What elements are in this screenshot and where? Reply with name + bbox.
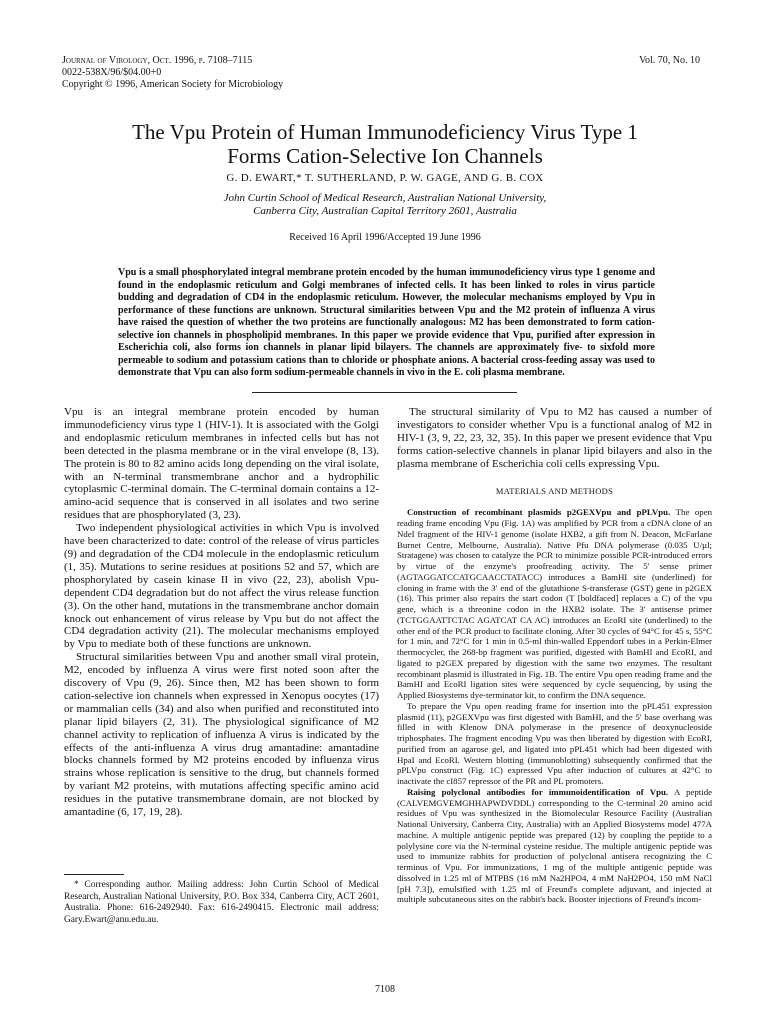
- journal-citation: Journal of Virology, Oct. 1996, p. 7108–7115: [62, 55, 253, 66]
- right-column: [397, 406, 712, 905]
- affiliation: [60, 192, 710, 218]
- methods-body-1: The open reading frame encoding Vpu (Fig. 1A) was amplified by PCR from a cDNA clone of an NdeI fragment of the HIV-1 genome (isolate HXB2, a gift from N. Deacon, McFarlane Burnet Centre, Melbourne, Australia). Native Pfu DNA polymerase (0.035 U/µl; Stratagene) was chosen to catalyze the PCR to minimize possible PCR-introduced errors by virtue of the enzyme's proofreading activity. The 5′ sense primer (AGTAGGATCCATGCAACCTATACC) introduces a BamHI site (underlined) for cloning in frame with the 3′ end of the glutathione S-transferase (GST) gene in p2GEX (16). This primer also repairs the start codon (T [boldfaced] replaces a C) of the vpu gene, which is a threonine codon in the HXB2 isolate. The 3′ antisense primer (TCTGGAATTCTAC AGATCAT CA AC) introduces an EcoRI site (underlined) to the other end of the PCR product to facilitate cloning. After 30 cycles of 94°C for 45 s, 55°C for 1 min, and 72°C for 1 min in 0.5-ml thin-walled Eppendorf tubes in a Perkin-Elmer thermocycler, the 268-bp fragment was purified, digested with BamHI and EcoRI, and ligated to p2GEX prepared by digestion with the same two enzymes. The resultant recombinant plasmid is illustrated in Fig. 1B. The entire Vpu open reading frame and the BamHI and EcoRI ligation sites were sequenced by cycle sequencing, by using the Applied Biosystems dye-terminator kit, to confirm the DNA sequence.: [397, 507, 712, 701]
- issn-line: 0022-538X/96/$04.00+0: [62, 67, 162, 78]
- article-title: [60, 120, 710, 168]
- methods-paragraph-2: To prepare the Vpu open reading frame for insertion into the pPL451 expression plasmid (11), p2GEXVpu was first digested with BamHI, and the 5′ base overhang was filled in with Klenow DNA polymerase in the presence of deoxynucleoside triphosphates. The fragment encoding Vpu was then liberated by digestion with EcoRI, purified from an agarose gel, and ligated into pPL451 which had been digested with HpaI and EcoRI. Western blotting (immunoblotting) subsequently confirmed that the pPLVpu construct (Fig. 1C) expressed Vpu after induction of cultures at 42°C to inactivate the cI857 repressor of the PR and PL promoters.: [397, 700, 712, 787]
- affiliation-line-2: Canberra City, Australian Capital Territory 2601, Australia: [253, 205, 517, 217]
- footnote-divider: [64, 874, 124, 875]
- methods-text: [397, 507, 712, 905]
- received-dates: Received 16 April 1996/Accepted 19 June 1996: [289, 232, 481, 243]
- journal-header: [62, 55, 283, 91]
- author-list: G. D. EWART,* T. SUTHERLAND, P. W. GAGE, AND G. B. COX: [226, 172, 544, 184]
- methods-subhead-1: Construction of recombinant plasmids p2GEXVpu and pPLVpu.: [407, 507, 671, 518]
- intro-paragraph-3: Structural similarities between Vpu and another small viral protein, M2, encoded by influenza A virus were first noted soon after the discovery of Vpu (9, 26). Since then, M2 has been shown to form cation-selective ion channels when expressed in Xenopus oocytes (17) or mammalian cells (34) and also when purified and reconstituted into planar lipid bilayers (2, 31). The physiological significance of M2 channel activity to replication of influenza A virus is indicated by the effects of the anti-influenza A virus drug amantadine: amantadine blocks channels formed by M2 proteins encoded by influenza virus strains whose replication is sensitive to the drug, but channels formed by variant M2 proteins, with mutations affecting specific amino acid residues in the putative transmembrane domain, are not blocked by amantadine (6, 17, 19, 28).: [64, 651, 379, 819]
- title-line-2: Forms Cation-Selective Ion Channels: [227, 144, 543, 168]
- page-number: 7108: [375, 984, 395, 995]
- methods-body-3: A peptide (CALVEMGVEMGHHAPWDVDDL) corresponding to the C-terminal 20 amino acid residues of Vpu was synthesized in the Biomolecular Resource Facility (Australian National University, Canberra City, Australia) with an Applied Biosystems model 477A machine. A multiple antigenic peptide was prepared (12) by coupling the peptide to a polylysine core via the N-terminal cysteine residue. The multiple antigenic peptide was used to immunize rabbits for production of polyclonal antisera recognizing the C terminus of Vpu. For immunizations, 1 mg of the multiple antigenic peptide was dissolved in 1.25 ml of MTPBS (16 mM Na2HPO4, 4 mM NaH2PO4, 150 mM NaCl [pH 7.3]), emulsified with 1.25 ml of Freund's complete adjuvant, and injected at multiple subcutaneous sites on the rabbit's back. Booster injections of Freund's incom-: [397, 786, 712, 905]
- methods-paragraph-3: [397, 787, 712, 905]
- affiliation-line-1: John Curtin School of Medical Research, Australian National University,: [223, 192, 547, 204]
- volume-info: Vol. 70, No. 10: [639, 55, 700, 66]
- copyright-line: Copyright © 1996, American Society for Microbiology: [62, 79, 284, 90]
- abstract-divider: [252, 392, 517, 393]
- section-heading: MATERIALS AND METHODS: [495, 485, 614, 496]
- methods-subhead-3: Raising polyclonal antibodies for immunoidentification of Vpu.: [407, 786, 669, 797]
- abstract: Vpu is a small phosphorylated integral membrane protein encoded by the human immunodeficiency virus type 1 genome and found in the endoplasmic reticulum and Golgi membranes of infected cells. It has been linked to roles in virus particle budding and degradation of CD4 in the endoplasmic reticulum. However, the molecular mechanisms employed by Vpu in performance of these functions are unknown. Structural similarities between Vpu and the M2 protein of influenza A virus have raised the question of whether the two proteins are functionally analogous: M2 has been demonstrated to form cation-selective ion channels in phospholipid membranes. In this paper we provide evidence that Vpu, purified after expression in Escherichia coli, also forms ion channels in planar lipid bilayers. The channels are approximately five- to sixfold more permeable to sodium and potassium cations than to chloride or phosphate anions. A bacterial cross-feeding assay was used to demonstrate that Vpu can also form sodium-permeable channels in vivo in the E. coli plasma membrane.: [118, 267, 655, 378]
- intro-paragraph-1: Vpu is an integral membrane protein encoded by human immunodeficiency virus type 1 (HIV-1). It is associated with the Golgi and endoplasmic reticulum membranes in infected cells but has not been detected in the plasma membrane or in the viral envelope (8, 13). The protein is 80 to 82 amino acids long depending on the viral isolate, with an N-terminal transmembrane anchor and a hydrophilic cytoplasmic C-terminal domain. The C-terminal domain contains a 12-amino-acid sequence that is conserved in all isolates and two serine residues that are phosphorylated (3, 23).: [64, 406, 379, 522]
- methods-paragraph-1: [397, 507, 712, 701]
- left-column: [64, 406, 379, 819]
- intro-paragraph-4: The structural similarity of Vpu to M2 has caused a number of investigators to consider whether Vpu is a functional analog of M2 in HIV-1 (3, 9, 22, 23, 32, 35). In this paper we present evidence that Vpu forms cation-selective channels in planar lipid bilayers and also in the plasma membrane of Escherichia coli cells expressing Vpu.: [397, 406, 712, 470]
- title-line-1: The Vpu Protein of Human Immunodeficiency Virus Type 1: [132, 120, 638, 144]
- intro-paragraph-2: Two independent physiological activities in which Vpu is involved have been characterized to date: control of the release of virus particles (9) and degradation of the CD4 molecule in the endoplasmic reticulum (1, 35). Mutations to serine residues at positions 52 and 57, which are phosphorylated by casein kinase II in vivo (22, 23), abolish Vpu-dependent CD4 degradation but do not affect the virus release function (3). On the other hand, mutations in the transmembrane anchor domain knock out enhancement of virus release by Vpu but do not affect the CD4 degradation activity (21). The molecular mechanisms employed by Vpu to mediate both of these functions are unknown.: [64, 522, 379, 651]
- corresponding-author-footnote: * Corresponding author. Mailing address: John Curtin School of Medical Research, Australian National University, P.O. Box 334, Canberra City, ACT 2601, Australia. Phone: 616-2492940. Fax: 616-2490415. Electronic mail address: Gary.Ewart@anu.edu.au.: [64, 880, 379, 925]
